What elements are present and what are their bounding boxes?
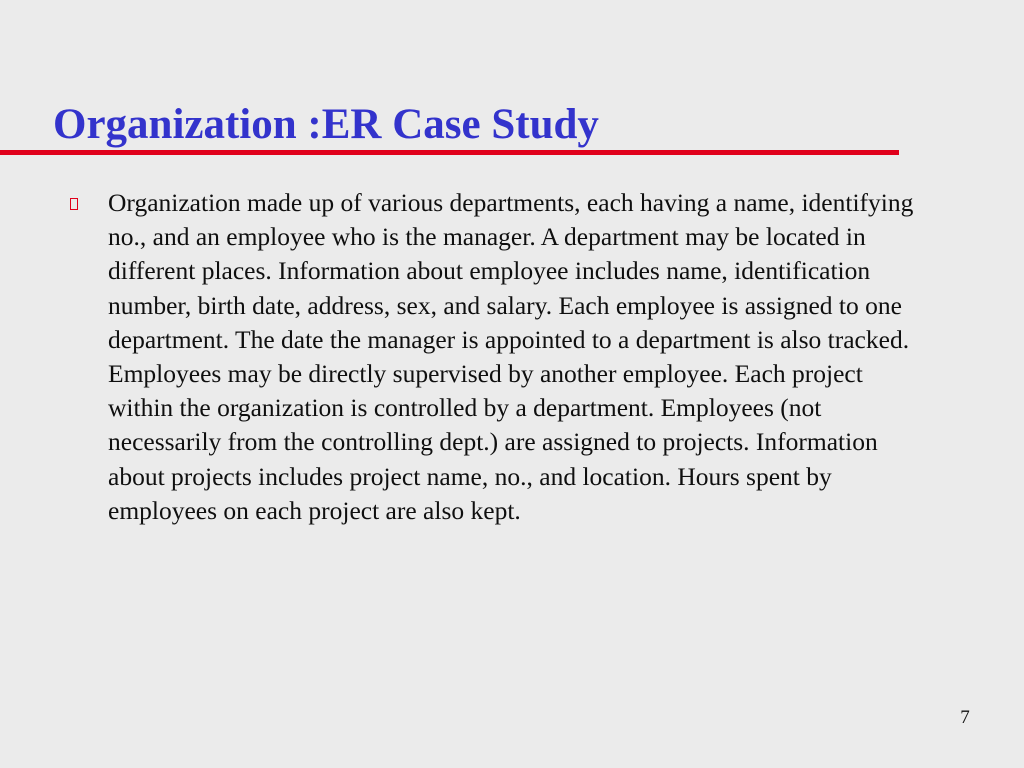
slide-title: Organization :ER Case Study bbox=[53, 101, 599, 148]
square-bullet-icon bbox=[70, 198, 78, 210]
page-number: 7 bbox=[960, 707, 970, 728]
bullet-text: Organization made up of various departments, each having a name, identifying no., and an employee who is the manager. A department may be located in different places. Information about employee includes name, identification number, birth date, address, sex, and salary. Each employee is assigned to one department. The date the manager is appointed to a department is also tracked. Employees may be directly supervised by another employee. Each project within the organization is controlled by a department. Employees (not necessarily from the controlling dept.) are assigned to projects. Information about projects includes project name, no., and location. Hours spent by employees on each project are also kept. bbox=[108, 188, 914, 525]
title-underline bbox=[0, 150, 899, 155]
